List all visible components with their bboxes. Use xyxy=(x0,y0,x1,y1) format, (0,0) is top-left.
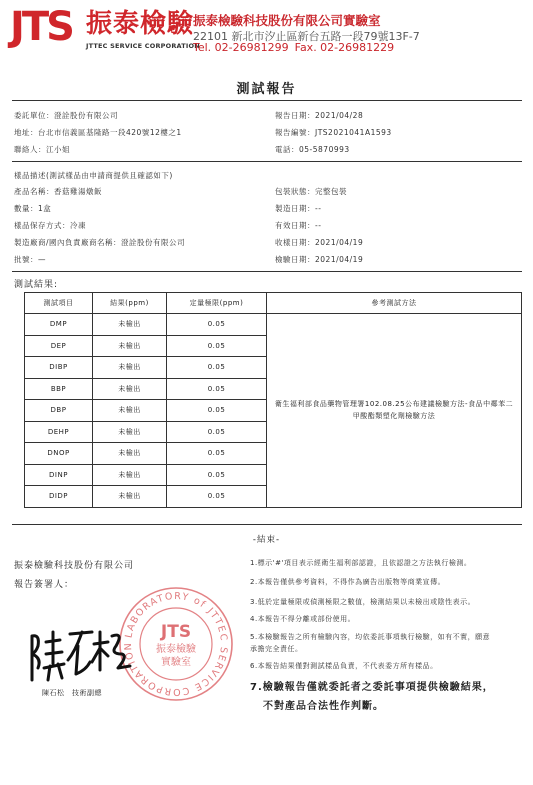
stamp-logo-letters: JTS xyxy=(160,622,192,642)
stamp-line-2: 實驗室 xyxy=(161,657,191,668)
cell-result: 未檢出 xyxy=(93,421,167,443)
page-title: 測試報告 xyxy=(236,82,297,97)
cell-item: DIDP xyxy=(25,486,93,508)
logo-english: JTTEC SERVICE CORPORATION xyxy=(86,42,200,50)
end-mark: -結束- xyxy=(252,535,281,545)
quantity-field: 數量：1盒 xyxy=(14,204,52,213)
cell-item: BBP xyxy=(25,378,93,400)
received-date-field: 收樣日期：2021/04/19 xyxy=(275,238,364,247)
cell-limit: 0.05 xyxy=(167,400,267,422)
cell-result: 未檢出 xyxy=(93,335,167,357)
cell-result: 未檢出 xyxy=(93,314,167,336)
client-field: 委託單位：澄詮股份有限公司 xyxy=(14,111,118,120)
note-7-continued: 不對產品合法性作判斷。 xyxy=(263,701,384,712)
report-date-field: 報告日期：2021/04/28 xyxy=(275,111,364,120)
cell-item: DIBP xyxy=(25,357,93,379)
test-date-field: 檢驗日期：2021/04/19 xyxy=(275,255,364,264)
note-1: 1.標示'#'項目表示經衛生福利部認證，且依認證之方法執行檢測。 xyxy=(250,559,472,567)
header-method: 參考測試方法 xyxy=(267,293,522,314)
cell-result: 未檢出 xyxy=(93,378,167,400)
table-header-row xyxy=(25,293,522,314)
expiry-date-field: 有效日期：-- xyxy=(275,221,322,230)
report-number-field: 報告編號：JTS2021041A1593 xyxy=(275,128,392,137)
note-3: 3.低於定量極限或偵測極限之數值，檢測結果以未檢出或陰性表示。 xyxy=(250,598,476,606)
cell-item: DINP xyxy=(25,464,93,486)
cell-limit: 0.05 xyxy=(167,443,267,465)
company-fax: Fax. 02-26981229 xyxy=(294,41,395,54)
results-label: 測試結果: xyxy=(14,280,59,290)
company-name: 振泰檢驗科技股份有限公司實驗室 xyxy=(193,13,381,28)
stamp-line-1: 振泰檢驗 xyxy=(156,644,196,655)
cell-item: DEP xyxy=(25,335,93,357)
note-4: 4.本報告不得分離或部份使用。 xyxy=(250,615,356,623)
product-name-field: 產品名稱：香菇雞湯燉飯 xyxy=(14,187,102,196)
cell-limit: 0.05 xyxy=(167,421,267,443)
note-2: 2.本報告僅供參考資料，不得作為廣告出版物等商業宣傳。 xyxy=(250,578,446,586)
cell-limit: 0.05 xyxy=(167,314,267,336)
manufacturer-field: 製造廠商/國內負責廠商名稱：澄詮股份有限公司 xyxy=(14,238,186,247)
cell-limit: 0.05 xyxy=(167,357,267,379)
cell-result: 未檢出 xyxy=(93,486,167,508)
table-row xyxy=(25,314,522,336)
sample-description: 樣品描述(測試樣品由申請商提供且確認如下) xyxy=(14,171,173,180)
cell-method: 衛生福利部食品藥物管理署102.08.25公布建議檢驗方法-食品中鄰苯二甲酸酯類塑化劑檢驗方法 xyxy=(267,314,522,508)
signer-company: 振泰檢驗科技股份有限公司 xyxy=(14,561,135,571)
note-7: 7.檢驗報告僅就委託者之委託事項提供檢驗結果， xyxy=(250,682,494,693)
logo-letters: JTS xyxy=(10,4,72,50)
cell-item: DNOP xyxy=(25,443,93,465)
cell-limit: 0.05 xyxy=(167,378,267,400)
manufacture-date-field: 製造日期：-- xyxy=(275,204,322,213)
company-tel: Tel. 02-26981299 xyxy=(193,41,289,54)
cell-item: DMP xyxy=(25,314,93,336)
phone-field: 電話：05-5870993 xyxy=(275,145,350,154)
note-5-continued: 承擔完全責任。 xyxy=(250,645,303,653)
logo-chinese: 振泰檢驗 xyxy=(86,9,195,39)
header-limit: 定量極限(ppm) xyxy=(167,293,267,314)
results-table xyxy=(24,292,522,508)
cell-limit: 0.05 xyxy=(167,335,267,357)
note-5: 5.本檢驗報告之所有檢驗內容，均依委託事項執行檢驗，如有不實，願意 xyxy=(250,633,491,641)
cell-result: 未檢出 xyxy=(93,464,167,486)
cell-result: 未檢出 xyxy=(93,357,167,379)
stamp-ring-text: LABORATORY of JTTEC SERVICE CORPORATION xyxy=(122,590,230,698)
batch-field: 批號：— xyxy=(14,255,46,264)
cell-item: DBP xyxy=(25,400,93,422)
cell-result: 未檢出 xyxy=(93,443,167,465)
company-address: 22101 新北市汐止區新台五路一段79號13F-7 xyxy=(193,30,420,43)
divider xyxy=(12,524,522,525)
storage-field: 樣品保存方式：冷凍 xyxy=(14,221,86,230)
cell-item: DEHP xyxy=(25,421,93,443)
cell-limit: 0.05 xyxy=(167,464,267,486)
header-test-item: 測試項目 xyxy=(25,293,93,314)
handwritten-signature xyxy=(26,618,136,688)
header-result: 結果(ppm) xyxy=(93,293,167,314)
company-contact xyxy=(193,41,394,54)
packaging-field: 包裝狀態：完整包裝 xyxy=(275,187,347,196)
contact-field: 聯絡人：江小姐 xyxy=(14,145,70,154)
divider xyxy=(12,161,522,162)
address-field: 地址：台北市信義區基隆路一段420號12樓之1 xyxy=(14,128,182,137)
cell-result: 未檢出 xyxy=(93,400,167,422)
divider xyxy=(12,100,522,101)
divider xyxy=(12,271,522,272)
signer-label: 報告簽署人： xyxy=(14,580,75,590)
note-6: 6.本報告結果僅對測試樣品負責，不代表委方所有樣品。 xyxy=(250,662,438,670)
signer-name-title: 陳石松 技術副總 xyxy=(42,689,102,697)
cell-limit: 0.05 xyxy=(167,486,267,508)
